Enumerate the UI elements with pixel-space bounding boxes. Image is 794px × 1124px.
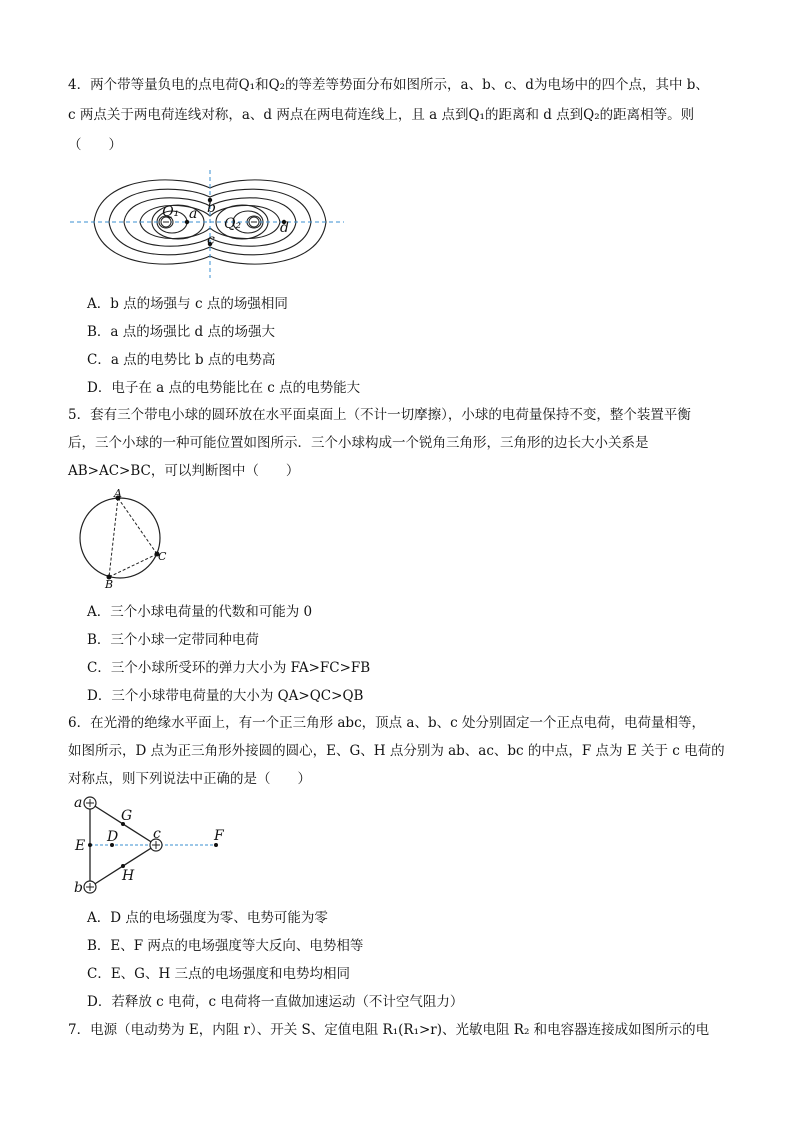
label-a: a	[74, 795, 83, 811]
label-b: b	[207, 200, 216, 216]
q5-stem-line-3: AB>AC>BC，可以判断图中（ ）	[68, 463, 300, 479]
label-b: b	[74, 880, 83, 896]
q4-option-b[interactable]: B．a 点的场强比 d 点的场强大	[87, 324, 275, 340]
q6-stem-line-3: 对称点，则下列说法中正确的是（ ）	[68, 771, 311, 787]
label-C: C	[158, 550, 167, 563]
label-a: a	[189, 206, 198, 222]
q4-stem-line-1: 4．两个带等量负电的点电荷Q₁和Q₂的等差等势面分布如图所示，a、b、c、d为电场中的四个点，其中 b、	[68, 77, 709, 93]
q4-equipotential-figure	[70, 170, 350, 278]
charge-b	[84, 881, 96, 893]
label-D: D	[107, 829, 119, 845]
q6-option-b[interactable]: B．E、F 两点的电场强度等大反向、电势相等	[87, 938, 364, 954]
point-E	[88, 843, 92, 847]
q6-option-a[interactable]: A．D 点的电场强度为零、电势可能为零	[87, 910, 328, 926]
label-q2: Q₂	[224, 216, 242, 232]
label-A: A	[114, 488, 122, 500]
q4-option-c[interactable]: C．a 点的电势比 b 点的电势高	[87, 352, 276, 368]
q4-stem-line-2: c 两点关于两电荷连线对称，a、d 两点在两电荷连线上，且 a 点到Q₁的距离和 d 点到Q₂的距离相等。则	[68, 107, 695, 123]
label-d: d	[280, 220, 289, 236]
label-G: G	[121, 808, 133, 824]
label-F: F	[214, 828, 224, 844]
q5-option-b[interactable]: B．三个小球一定带同种电荷	[87, 632, 259, 648]
q4-option-a[interactable]: A．b 点的场强与 c 点的场强相同	[87, 296, 288, 312]
q6-option-c[interactable]: C．E、G、H 三点的电场强度和电势均相同	[87, 966, 351, 982]
q6-stem-line-2: 如图所示，D 点为正三角形外接圆的圆心，E、G、H 点分别为 ab、ac、bc 的中点，F 点为 E 关于 c 电荷的	[68, 743, 725, 759]
q4-option-d[interactable]: D．电子在 a 点的电势能比在 c 点的电势能大	[87, 380, 361, 396]
q5-stem-line-2: 后，三个小球的一种可能位置如图所示．三个小球构成一个锐角三角形，三角形的边长大小关系是	[68, 435, 649, 451]
label-E: E	[75, 838, 86, 854]
q4-stem-line-3: （ ）	[68, 137, 122, 153]
q6-triangle-figure	[70, 794, 240, 898]
label-c: c	[207, 232, 215, 248]
q5-option-d[interactable]: D．三个小球带电荷量的大小为 QA>QC>QB	[87, 688, 364, 704]
q7-stem-line-1: 7．电源（电动势为 E，内阻 r）、开关 S、定值电阻 R₁(R₁>r)、光敏电阻 R₂ 和电容器连接成如图所示的电	[68, 1022, 710, 1038]
q6-stem-line-1: 6．在光滑的绝缘水平面上，有一个正三角形 abc，顶点 a、b、c 处分别固定一个正点电荷，电荷量相等，	[68, 715, 705, 731]
charge-a	[84, 797, 96, 809]
q5-option-c[interactable]: C．三个小球所受环的弹力大小为 FA>FC>FB	[87, 660, 371, 676]
q5-ring-figure	[72, 488, 172, 588]
q5-stem-line-1: 5．套有三个带电小球的圆环放在水平面桌面上（不计一切摩擦），小球的电荷量保持不变，整个装置平衡	[68, 407, 691, 423]
q6-option-d[interactable]: D．若释放 c 电荷，c 电荷将一直做加速运动（不计空气阻力）	[87, 994, 464, 1010]
label-q1: Q₁	[162, 204, 180, 220]
label-H: H	[122, 868, 135, 884]
q5-option-a[interactable]: A．三个小球电荷量的代数和可能为 0	[87, 604, 313, 620]
label-B: B	[105, 578, 114, 588]
label-c: c	[153, 826, 161, 842]
